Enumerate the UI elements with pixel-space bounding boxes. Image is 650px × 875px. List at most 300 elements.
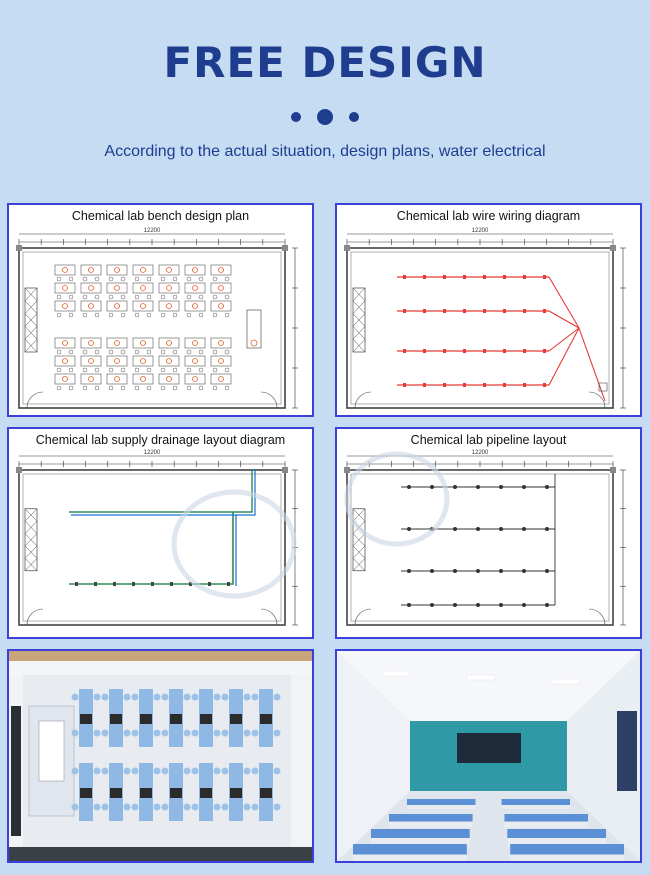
dimension-label: 12200 — [143, 228, 161, 234]
valve-marker — [476, 569, 480, 573]
stool-icon — [225, 295, 229, 299]
stool — [184, 730, 191, 737]
outlet-marker — [483, 383, 486, 387]
valve-marker — [430, 485, 434, 489]
stool — [222, 730, 229, 737]
valve-marker — [407, 527, 411, 531]
stool-icon — [225, 368, 229, 372]
stool-icon — [213, 386, 217, 390]
wire-branch — [549, 277, 579, 328]
stool-icon — [147, 350, 151, 354]
valve-marker — [453, 603, 457, 607]
bench — [81, 338, 101, 348]
outlet-marker — [523, 275, 526, 279]
stool — [132, 768, 139, 775]
stool-icon — [135, 313, 139, 317]
pipeline-layout-panel — [335, 427, 642, 639]
stool — [184, 694, 191, 701]
stool-icon — [57, 295, 61, 299]
stool — [72, 804, 79, 811]
bench — [55, 356, 75, 366]
stool-icon — [95, 368, 99, 372]
bench — [159, 265, 179, 275]
stool-icon — [225, 386, 229, 390]
door-swing — [261, 392, 277, 408]
bench — [81, 301, 101, 311]
stool-icon — [69, 368, 73, 372]
stool-icon — [173, 368, 177, 372]
stool — [132, 730, 139, 737]
bench — [107, 374, 127, 384]
tap-marker — [151, 582, 154, 586]
door-swing — [589, 609, 605, 625]
room-inner-wall — [351, 252, 609, 404]
stool — [132, 804, 139, 811]
bench — [81, 356, 101, 366]
pillar — [344, 245, 350, 251]
outlet-marker — [483, 309, 486, 313]
stool-icon — [161, 313, 165, 317]
outlet-marker — [523, 383, 526, 387]
stool-icon — [147, 295, 151, 299]
outlet-marker — [523, 309, 526, 313]
stool-icon — [187, 277, 191, 281]
stool — [124, 694, 131, 701]
bench-top-left — [353, 844, 467, 855]
stool-icon — [57, 368, 61, 372]
watermark-seal — [347, 454, 447, 544]
bench — [133, 283, 153, 293]
bench-body-left — [389, 822, 473, 828]
bench — [107, 283, 127, 293]
stool-icon — [69, 386, 73, 390]
outlet-marker — [463, 383, 466, 387]
bench — [133, 301, 153, 311]
valve-marker — [453, 527, 457, 531]
bench — [159, 283, 179, 293]
outlet-marker — [503, 275, 506, 279]
stool-icon — [213, 368, 217, 372]
stool — [162, 694, 169, 701]
wiring-diagram-panel — [335, 203, 642, 417]
bench — [185, 338, 205, 348]
tap-marker — [132, 582, 135, 586]
stool-icon — [95, 386, 99, 390]
stool-icon — [173, 277, 177, 281]
valve-marker — [476, 485, 480, 489]
stool-icon — [173, 386, 177, 390]
panel-title: Chemical lab pipeline layout — [410, 433, 567, 447]
bench-body-left — [353, 855, 467, 862]
bench-top-right — [510, 844, 624, 855]
bench — [133, 374, 153, 384]
stool — [192, 694, 199, 701]
stool-icon — [199, 295, 203, 299]
stool — [252, 730, 259, 737]
stool — [72, 768, 79, 775]
outlet-marker — [483, 275, 486, 279]
stool-icon — [173, 295, 177, 299]
bench-top-right — [502, 799, 570, 805]
valve-marker — [545, 485, 549, 489]
bench-sink — [230, 788, 242, 798]
dot-icon — [317, 109, 333, 125]
stool — [274, 768, 281, 775]
bench — [185, 265, 205, 275]
bench — [185, 374, 205, 384]
stool-icon — [187, 295, 191, 299]
stool — [244, 694, 251, 701]
stool-icon — [83, 313, 87, 317]
tap-marker — [113, 582, 116, 586]
stool-icon — [57, 277, 61, 281]
stool — [94, 804, 101, 811]
stool — [154, 730, 161, 737]
stool — [252, 768, 259, 775]
bench-design-plan-panel — [7, 203, 314, 417]
valve-marker — [545, 527, 549, 531]
valve-marker — [499, 603, 503, 607]
stool — [162, 804, 169, 811]
valve-marker — [476, 603, 480, 607]
stool — [274, 804, 281, 811]
tap-marker — [208, 582, 211, 586]
stool-icon — [135, 295, 139, 299]
pipeline-drawing — [337, 429, 640, 637]
stool — [102, 804, 109, 811]
stool-icon — [83, 277, 87, 281]
bench-body-right — [510, 855, 624, 862]
door-swing — [261, 609, 277, 625]
tap-marker — [94, 582, 97, 586]
stool — [94, 768, 101, 775]
valve-marker — [430, 569, 434, 573]
stool-icon — [109, 350, 113, 354]
valve-marker — [407, 485, 411, 489]
stool-icon — [83, 295, 87, 299]
stool-icon — [199, 350, 203, 354]
stool — [244, 768, 251, 775]
outlet-marker — [483, 349, 486, 353]
stool-icon — [121, 277, 125, 281]
outlet-marker — [503, 349, 506, 353]
stool — [154, 804, 161, 811]
bench-sink — [110, 788, 122, 798]
bench — [107, 338, 127, 348]
dot-icon — [349, 112, 359, 122]
bench — [107, 301, 127, 311]
outlet-marker — [403, 309, 406, 313]
outlet-marker — [443, 309, 446, 313]
stool-icon — [147, 386, 151, 390]
decorative-dots — [0, 108, 650, 126]
stool-icon — [161, 386, 165, 390]
stool — [72, 694, 79, 701]
bench-top-left — [389, 814, 473, 822]
stool-icon — [147, 277, 151, 281]
page-title: FREE DESIGN — [163, 38, 487, 87]
stool-icon — [135, 277, 139, 281]
stool-icon — [57, 313, 61, 317]
outlet-marker — [503, 383, 506, 387]
pillar — [16, 245, 22, 251]
valve-marker — [522, 527, 526, 531]
outlet-marker — [423, 383, 426, 387]
bench-body-right — [504, 822, 588, 828]
outlet-marker — [403, 383, 406, 387]
stool — [214, 768, 221, 775]
bench — [55, 283, 75, 293]
bench-sink — [200, 714, 212, 724]
stool-icon — [69, 277, 73, 281]
stool — [102, 768, 109, 775]
stool-icon — [173, 350, 177, 354]
room-inner-wall — [351, 474, 609, 621]
bench — [159, 356, 179, 366]
stool — [252, 804, 259, 811]
outlet-marker — [543, 309, 546, 313]
outlet-marker — [403, 275, 406, 279]
valve-marker — [522, 603, 526, 607]
stool-icon — [57, 350, 61, 354]
valve-marker — [430, 603, 434, 607]
outlet-marker — [543, 383, 546, 387]
stool — [192, 730, 199, 737]
stool — [102, 694, 109, 701]
door-swing — [27, 609, 43, 625]
panel-title: Chemical lab supply drainage layout diagram — [35, 433, 286, 447]
bench — [55, 374, 75, 384]
stool-icon — [95, 295, 99, 299]
valve-marker — [453, 485, 457, 489]
valve-marker — [476, 527, 480, 531]
stool-icon — [199, 313, 203, 317]
top-view-render — [7, 649, 314, 863]
right-wall — [291, 675, 312, 861]
panel-title: Chemical lab bench design plan — [71, 209, 250, 223]
stool-icon — [121, 386, 125, 390]
pillar — [610, 245, 616, 251]
stool — [214, 730, 221, 737]
bench — [211, 374, 231, 384]
outlet-marker — [423, 309, 426, 313]
bench — [211, 356, 231, 366]
stool — [124, 768, 131, 775]
dimension-label: 12200 — [471, 228, 489, 234]
stool-icon — [135, 350, 139, 354]
bench — [211, 338, 231, 348]
stool-icon — [121, 350, 125, 354]
stool-icon — [121, 368, 125, 372]
stool-icon — [95, 313, 99, 317]
stool-icon — [199, 386, 203, 390]
page-subtitle: According to the actual situation, design plans, water electrical — [104, 143, 546, 160]
stool-icon — [213, 313, 217, 317]
teacher-desk — [247, 310, 261, 348]
stool-icon — [161, 277, 165, 281]
bench-sink — [140, 714, 152, 724]
outlet-marker — [423, 275, 426, 279]
room-wall — [347, 248, 613, 408]
stool-icon — [109, 386, 113, 390]
stool — [162, 768, 169, 775]
stool — [192, 768, 199, 775]
perspective-image — [337, 651, 640, 861]
stool-icon — [173, 313, 177, 317]
supply-drainage-panel — [7, 427, 314, 639]
stool — [184, 804, 191, 811]
wall-top — [9, 651, 312, 661]
bench — [211, 283, 231, 293]
valve-marker — [499, 485, 503, 489]
bench — [81, 374, 101, 384]
wall-cabinet — [9, 661, 312, 675]
drainage-drawing — [9, 429, 312, 637]
stool-icon — [109, 295, 113, 299]
outlet-marker — [503, 309, 506, 313]
bench-plan-drawing — [9, 205, 312, 415]
bench-top-right — [507, 829, 606, 838]
ceiling-light — [552, 679, 580, 684]
stool-icon — [69, 295, 73, 299]
ceiling-light — [467, 675, 495, 680]
door-swing — [27, 392, 43, 408]
dimension-label: 12200 — [143, 450, 161, 456]
bench — [185, 283, 205, 293]
stool-icon — [69, 313, 73, 317]
bench-sink — [110, 714, 122, 724]
stool — [244, 804, 251, 811]
stool-icon — [213, 277, 217, 281]
stool — [124, 730, 131, 737]
bench — [185, 356, 205, 366]
valve-marker — [453, 569, 457, 573]
bench — [159, 338, 179, 348]
outlet-marker — [463, 349, 466, 353]
valve-marker — [522, 569, 526, 573]
door-swing — [355, 392, 371, 408]
outlet-marker — [463, 309, 466, 313]
bench-sink — [170, 788, 182, 798]
door-swing — [355, 609, 371, 625]
pillar — [282, 245, 288, 251]
stool-icon — [187, 350, 191, 354]
outlet-marker — [443, 275, 446, 279]
tap-marker — [170, 582, 173, 586]
stool-icon — [95, 350, 99, 354]
stool-icon — [161, 295, 165, 299]
dot-icon — [291, 112, 301, 122]
stool-icon — [161, 350, 165, 354]
bench — [133, 265, 153, 275]
stool — [94, 694, 101, 701]
wire-branch — [579, 328, 605, 401]
stool — [132, 694, 139, 701]
stool — [154, 694, 161, 701]
stool — [94, 730, 101, 737]
bench — [55, 338, 75, 348]
valve-marker — [407, 603, 411, 607]
bottom-wall — [9, 847, 312, 861]
stool-icon — [213, 295, 217, 299]
bench — [133, 338, 153, 348]
stool-icon — [109, 368, 113, 372]
bench-sink — [140, 788, 152, 798]
stool-icon — [225, 313, 229, 317]
stool-icon — [57, 386, 61, 390]
stool — [162, 730, 169, 737]
stool — [274, 694, 281, 701]
tap-marker — [227, 582, 230, 586]
bench — [159, 301, 179, 311]
stool — [252, 694, 259, 701]
bench — [211, 301, 231, 311]
valve-marker — [545, 603, 549, 607]
bench-sink — [260, 788, 272, 798]
supply-pipe — [69, 512, 233, 584]
stool — [244, 730, 251, 737]
bench — [81, 283, 101, 293]
stool-icon — [109, 313, 113, 317]
stool-icon — [83, 368, 87, 372]
pillar — [344, 467, 350, 473]
wiring-drawing — [337, 205, 640, 415]
bench-sink — [170, 714, 182, 724]
stool — [274, 730, 281, 737]
back-screen — [457, 733, 521, 763]
stool — [154, 768, 161, 775]
valve-marker — [545, 569, 549, 573]
bench — [81, 265, 101, 275]
stool-icon — [95, 277, 99, 281]
stool-icon — [187, 313, 191, 317]
stool-icon — [121, 295, 125, 299]
bench — [55, 265, 75, 275]
stool-icon — [109, 277, 113, 281]
outlet-marker — [463, 275, 466, 279]
bench-body-left — [407, 805, 475, 809]
bench-body-right — [502, 805, 570, 809]
stool-icon — [147, 313, 151, 317]
outlet-marker — [523, 349, 526, 353]
bench — [133, 356, 153, 366]
bench-sink — [200, 788, 212, 798]
stool-icon — [187, 368, 191, 372]
valve-marker — [522, 485, 526, 489]
bench — [211, 265, 231, 275]
outlet-marker — [403, 349, 406, 353]
valve-marker — [499, 569, 503, 573]
stool — [222, 768, 229, 775]
outlet-marker — [443, 349, 446, 353]
outlet-marker — [443, 383, 446, 387]
valve-marker — [407, 569, 411, 573]
stool — [214, 804, 221, 811]
bench-top-left — [407, 799, 475, 805]
stool — [222, 694, 229, 701]
stool-icon — [213, 350, 217, 354]
bench-sink — [230, 714, 242, 724]
stool-icon — [135, 386, 139, 390]
stool — [102, 730, 109, 737]
stool — [222, 804, 229, 811]
dimension-label: 12200 — [471, 450, 489, 456]
stool — [124, 804, 131, 811]
pillar — [610, 467, 616, 473]
stool — [214, 694, 221, 701]
bench-top-left — [371, 829, 470, 838]
stool-icon — [69, 350, 73, 354]
